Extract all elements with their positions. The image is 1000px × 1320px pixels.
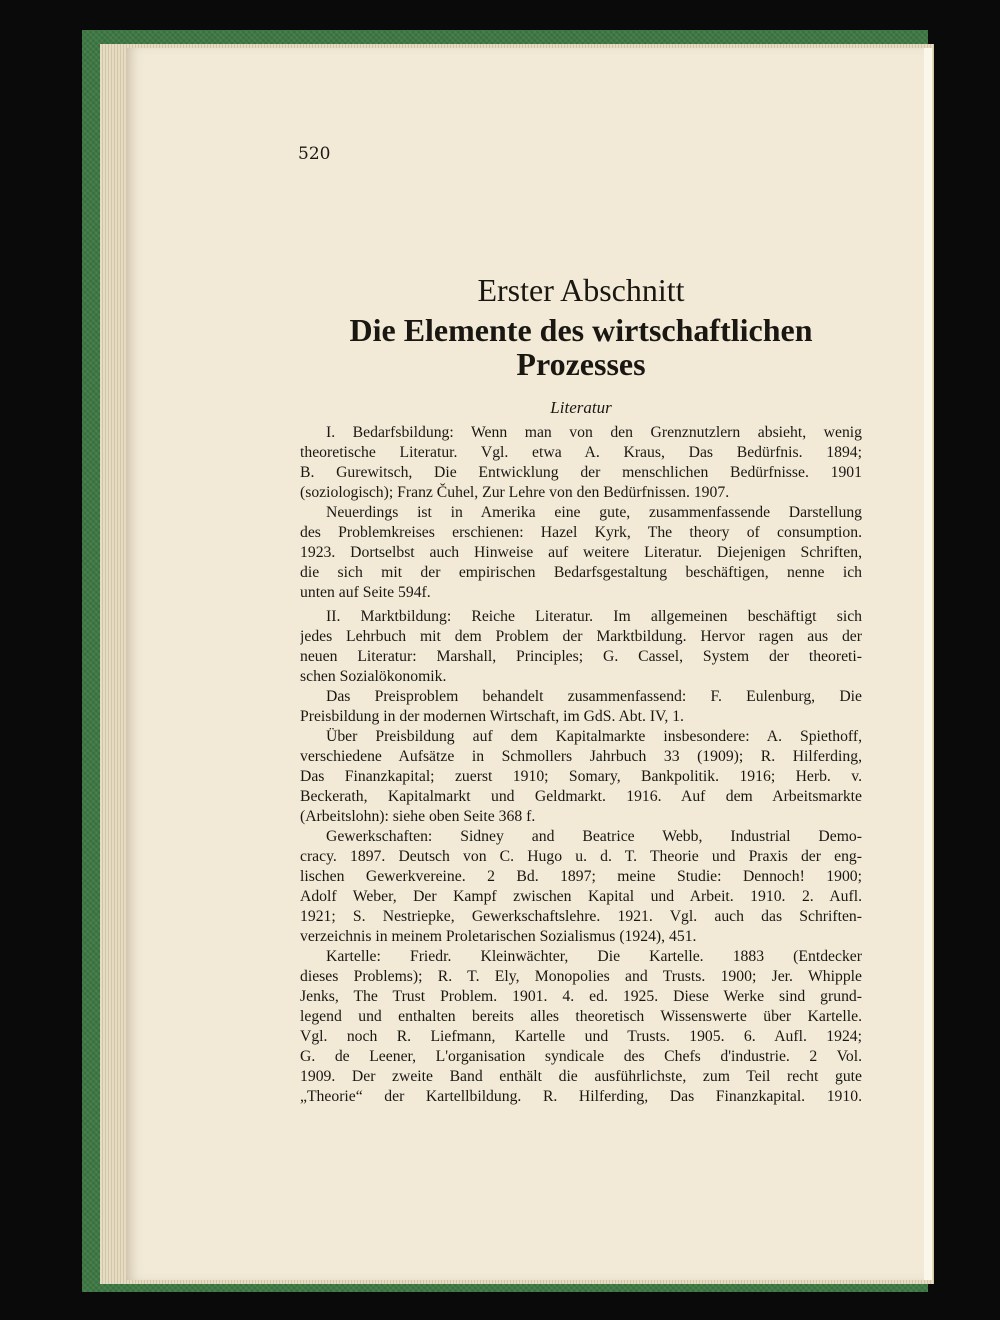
literatur-heading: Literatur <box>550 398 612 417</box>
text-line: Adolf Weber, Der Kampf zwischen Kapital und Arbeit. 1910. 2. Aufl. <box>300 888 862 905</box>
body-text <box>300 423 862 1107</box>
text-line: 1923. Dortselbst auch Hinweise auf weitere Literatur. Diejenigen Schriften, <box>300 544 862 561</box>
text-line: Kartelle: Friedr. Kleinwächter, Die Kartelle. 1883 (Entdecker <box>326 948 862 965</box>
chapter-title-line-1: Die Elemente des wirtschaftlichen <box>349 312 813 348</box>
text-line: (soziologisch); Franz Čuhel, Zur Lehre von den Bedürfnissen. 1907. <box>300 484 730 501</box>
text-line: 1909. Der zweite Band enthält die ausführlichste, zum Teil recht gute <box>300 1068 862 1085</box>
text-line: Gewerkschaften: Sidney and Beatrice Webb, Industrial Demo- <box>326 828 862 845</box>
text-line: dieses Problems); R. T. Ely, Monopolies and Trusts. 1900; Jer. Whipple <box>300 968 862 985</box>
text-line: 1921; S. Nestriepke, Gewerkschaftslehre. 1921. Vgl. auch das Schriften- <box>300 908 862 925</box>
text-line: cracy. 1897. Deutsch von C. Hugo u. d. T. Theorie und Praxis der eng- <box>300 848 862 865</box>
text-line: I. Bedarfsbildung: Wenn man von den Grenznutzlern absieht, wenig <box>326 424 862 441</box>
text-line: lischen Gewerkvereine. 2 Bd. 1897; meine Studie: Dennoch! 1900; <box>300 868 862 885</box>
chapter-title-line-2: Prozesses <box>516 346 646 382</box>
text-line: „Theorie“ der Kartellbildung. R. Hilferding, Das Finanzkapital. 1910. <box>300 1088 862 1105</box>
text-line: Neuerdings ist in Amerika eine gute, zusammenfassende Darstellung <box>326 504 862 521</box>
text-line: des Problemkreises erschienen: Hazel Kyrk, The theory of consumption. <box>300 524 862 541</box>
text-line: Das Preisproblem behandelt zusammenfassend: F. Eulenburg, Die <box>326 688 862 705</box>
text-line: die sich mit der empirischen Bedarfsgestaltung beschäftigen, nenne ich <box>300 564 862 581</box>
text-line: G. de Leener, L'organisation syndicale des Chefs d'industrie. 2 Vol. <box>300 1048 862 1065</box>
text-line: legend und enthalten bereits alles theoretisch Wissenswerte über Kartelle. <box>300 1008 862 1025</box>
chapter-title <box>300 313 862 381</box>
text-line: Jenks, The Trust Problem. 1901. 4. ed. 1925. Diese Werke sind grund- <box>300 988 862 1005</box>
text-line: schen Sozialökonomik. <box>300 668 447 685</box>
page-number: 520 <box>298 144 331 164</box>
text-line: jedes Lehrbuch mit dem Problem der Marktbildung. Hervor ragen aus der <box>300 628 862 645</box>
text-line: theoretische Literatur. Vgl. etwa A. Kraus, Das Bedürfnis. 1894; <box>300 444 862 461</box>
text-line: Preisbildung in der modernen Wirtschaft, im GdS. Abt. IV, 1. <box>300 708 684 725</box>
text-line: Vgl. noch R. Liefmann, Kartelle und Trusts. 1905. 6. Aufl. 1924; <box>300 1028 862 1045</box>
section-heading: Erster Abschnitt <box>477 272 685 308</box>
text-line: unten auf Seite 594f. <box>300 584 431 601</box>
text-line: verzeichnis in meinem Proletarischen Sozialismus (1924), 451. <box>300 928 697 945</box>
text-line: Beckerath, Kapitalmarkt und Geldmarkt. 1916. Auf dem Arbeitsmarkte <box>300 788 862 805</box>
text-line: neuen Literatur: Marshall, Principles; G. Cassel, System der theoreti- <box>300 648 862 665</box>
text-line: Das Finanzkapital; zuerst 1910; Somary, Bankpolitik. 1916; Herb. v. <box>300 768 862 785</box>
page-gutter <box>924 48 932 1280</box>
text-line: (Arbeitslohn): siehe oben Seite 368 f. <box>300 808 536 825</box>
text-line: Über Preisbildung auf dem Kapitalmarkte insbesondere: A. Spiethoff, <box>326 728 862 745</box>
text-line: B. Gurewitsch, Die Entwicklung der menschlichen Bedürfnisse. 1901 <box>300 464 862 481</box>
text-line: II. Marktbildung: Reiche Literatur. Im allgemeinen beschäftigt sich <box>326 608 862 625</box>
text-line: verschiedene Aufsätze in Schmollers Jahrbuch 33 (1909); R. Hilferding, <box>300 748 862 765</box>
